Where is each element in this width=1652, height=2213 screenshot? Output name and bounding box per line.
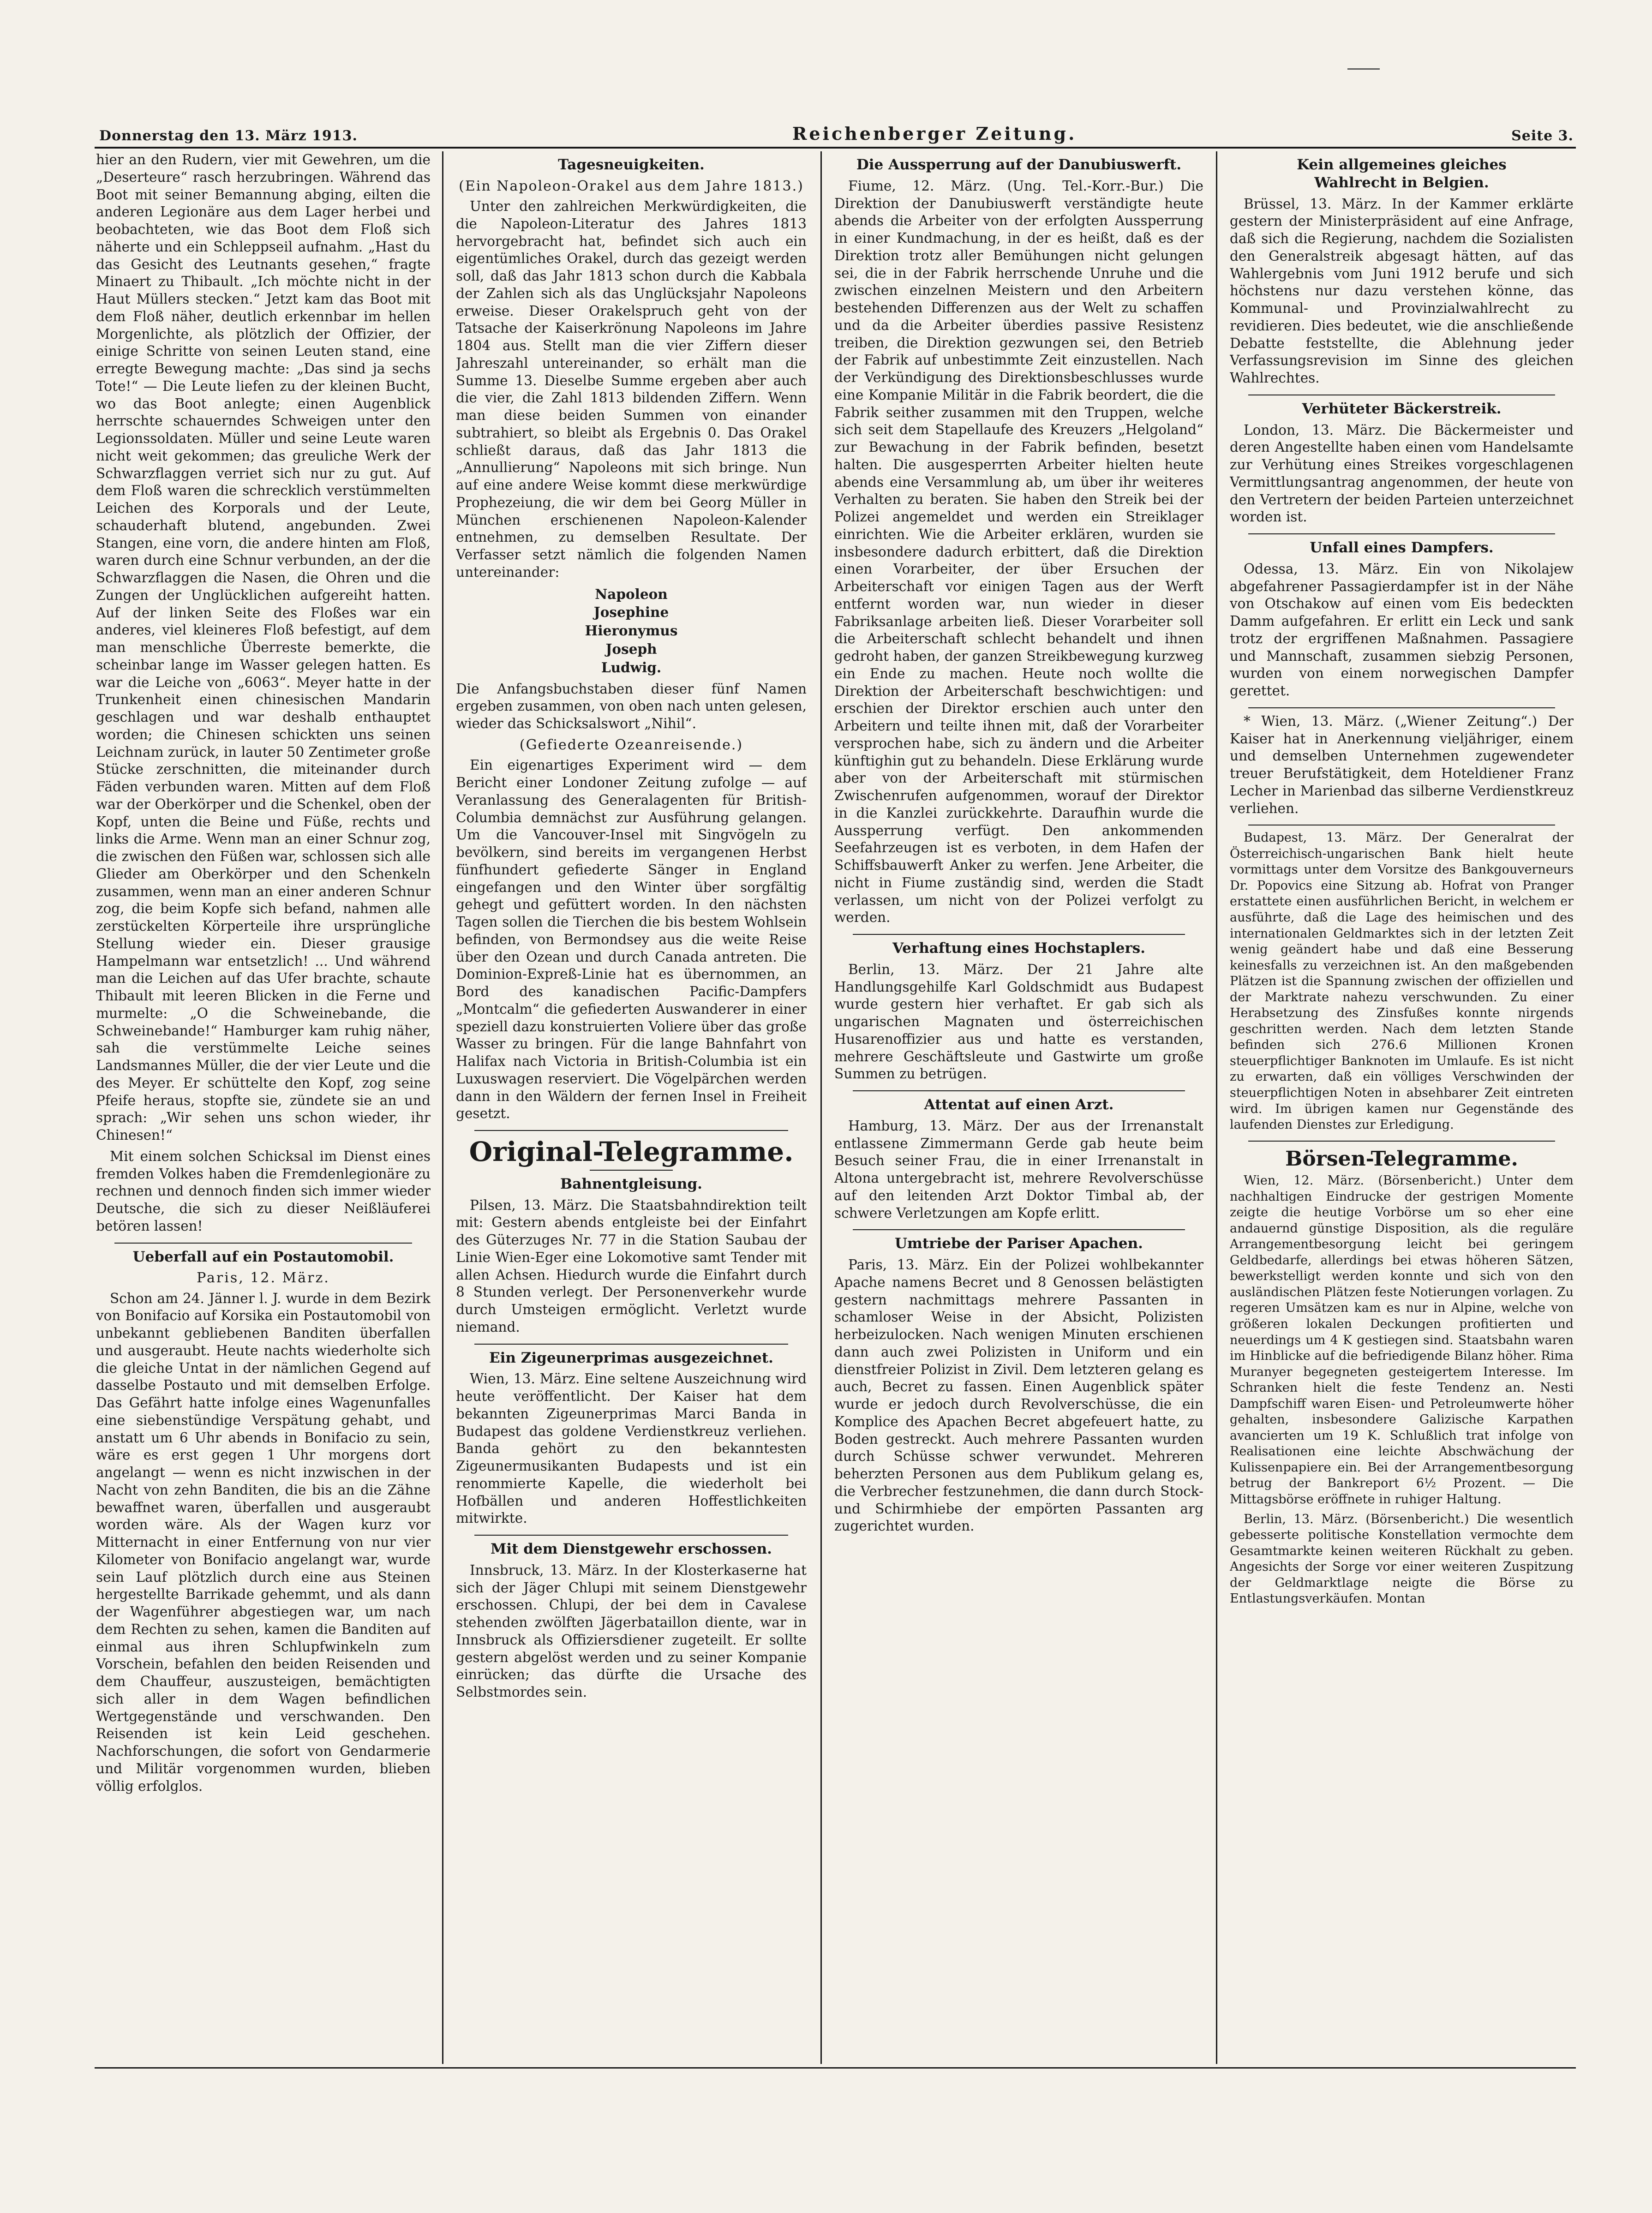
headline-hochstapler: Verhaftung eines Hochstaplers. <box>892 940 1146 957</box>
subhead-ozeanreisende: (Gefiederte Ozeanreisende.) <box>519 736 743 753</box>
name-item: Joseph <box>605 641 657 658</box>
article-legion-closing: Mit einem solchen Schicksal im Dienst eines fremden Volkes haben die Fremdenlegionäre zu rechnen und dennoch finden sich immer wieder Deutsche, die sich zu dieser Neißläuferei betören lassen! <box>96 1148 431 1234</box>
name-item: Napoleon <box>595 586 668 602</box>
article-apachen-text: Paris, 13. März. Ein der Polizei wohlbekannter Apache namens Becret und 8 Genossen belästigten gestern nachmittags mehrere Passanten in schamloser Weise in der Absicht, Polizisten herbeizulocken. Nach wenigen Minuten erschienen dann auch zwei Polizisten in Uniform und ein dienstfreier Polizist in Zivil. Dem letzteren gelang es auch, Becret zu fassen. Einen Augenblick später wurde er jedoch durch Revolverschüsse, die ein Komplice des Apachen Becret abgefeuert hatte, zu Boden gestreckt. Auch mehrere Passanten wurden durch Schüsse schwer verwundet. Mehreren beherzten Personen aus dem Publikum gelang es, die Verbrecher festzunehmen, die dann durch Stock- und Schirmhiebe der empörten Passanten arg zugerichtet wurden. <box>834 1257 1203 1534</box>
headline-baeckerstreik: Verhüteter Bäckerstreik. <box>1302 400 1502 417</box>
subhead-bahnentgleisung: Bahnentgleisung. <box>560 1175 702 1192</box>
headline-dampfer: Unfall eines Dampfers. <box>1310 539 1494 556</box>
article-divider <box>474 1535 788 1536</box>
footer-rule <box>95 2067 1576 2069</box>
article-divider <box>474 1344 788 1345</box>
column-1 <box>96 151 431 2064</box>
name-item: Hieronymus <box>585 622 678 639</box>
article-wahlrecht-text: Brüssel, 13. März. In der Kammer erklärte gestern der Ministerpräsident auf eine Anfrage, daß sich die Regierung, nachdem die Sozialisten den Generalstreik abgesagt hätten, auf das Wahlergebnis vom Juni 1912 berufe und sich höchstens nur dazu verstehen könne, das Kommunal- und Provinzialwahlrecht zu revidieren. Dies bedeutet, wie die anschließende Debatte feststellte, die Ablehnung jeder Verfassungsrevision im Sinne des gleichen Wahlrechtes. <box>1230 196 1574 386</box>
article-divider <box>853 1229 1185 1230</box>
header-rule <box>95 147 1576 149</box>
article-dienstgewehr-text: Innsbruck, 13. März. In der Klosterkaserne hat sich der Jäger Chlupi mit seinem Dienstgewehr erschossen. Chlupi, der bei dem in Cavalese stehenden zwölften Jägerbataillon diente, war in Innsbruck als Offiziersdiener zugeteilt. Er sollte gestern abgelöst werden und zu seiner Kompanie einrücken; das dürfte die Ursache des Selbstmordes sein. <box>456 1562 807 1700</box>
article-attentat-text: Hamburg, 13. März. Der aus der Irrenanstalt entlassene Zimmermann Gerde gab heute beim Besuch seiner Frau, die in einer Irrenanstalt in Altona untergebracht ist, mehrere Revolverschüsse auf den leitenden Arzt Doktor Timbal ab, der schwere Verletzungen am Kopfe erlitt. <box>834 1118 1203 1221</box>
title-underline <box>590 1170 673 1171</box>
headline-tagesneuigkeiten: Tagesneuigkeiten. <box>558 156 705 173</box>
headline-original-telegramme: Original-Telegramme. <box>469 1136 794 1168</box>
article-divider <box>1248 533 1555 534</box>
article-orakel-conclusion: Die Anfangsbuchstaben dieser fünf Namen ergeben zusammen, von oben nach unten gelesen, wieder das Schicksalswort „Nihil“. <box>456 681 807 732</box>
headline-postauto: Ueberfall auf ein Postautomobil. <box>132 1248 394 1265</box>
article-legion-text: hier an den Rudern, vier mit Gewehren, um die „Deserteure“ rasch herzubringen. Während das Boot mit seiner Bemannung abging, eilten die anderen Legionäre aus dem Lager herbei und beobachteten, wie das Boot dem Floß sich näherte und ein Schleppseil aufnahm. „Hast du das Gesicht des Leutnants gesehen,“ fragte Minaert zu Thibault. „Ich möchte nicht in der Haut Müllers stecken.“ Jetzt kam das Boot mit dem Floß näher, deutlich erkennbar im hellen Morgenlichte, als plötzlich der Offizier, der einige Schritte von seinen Leuten stand, eine erregte Bewegung machte: „Das sind ja sechs Tote!“ — Die Leute liefen zu der kleinen Bucht, wo das Boot anlegte; einen Augenblick herrschte schauerndes Schweigen unter den Legionssoldaten. Müller und seine Leute waren nicht weit gekommen; das greuliche Werk der Schwarzflaggen verriet sich nur zu gut. Auf dem Floß waren die schrecklich verstümmelten Leichen des Korporals und der Leute, schauderhaft blutend, angebunden. Zwei Stangen, eine vorn, die andere hinten am Floß, waren durch eine Schnur verbunden, an der die Schwarzflaggen die Nasen, die Ohren und die Zungen der Unglücklichen aufgereiht hatten. Auf der linken Seite des Floßes war ein anderes, viel kleineres Floß befestigt, auf dem man menschliche Überreste bemerkte, die scheinbar lange im Wasser gelegen hatten. Es war die Leiche von „6063“. Meyer hatte in der Trunkenheit einen chinesischen Mandarin geschlagen und war deshalb enthauptet worden; die Chinesen schickten uns seinen Leichnam zurück, in lauter 50 Zentimeter große Stücke zerschnitten, die miteinander durch Fäden verbunden waren. Mitten auf dem Floß war der Oberkörper und die Schenkel, oben der Kopf, unten die Beine und Füße, rechts und links die Arme. Wenn man an einer Schnur zog, die zwischen den Füßen war, schlossen sich alle Glieder am Oberkörper und den Schenkeln zusammen, wenn man an einer anderen Schnur zog, die beim Kopfe sich befand, nahmen alle zerstückelten Körperteile ihre ursprüngliche Stellung wieder ein. Dieser grausige Hampelmann war entsetzlich! ... Und während man die Leichen auf das Ufer brachte, schaute Thibault mit leeren Blicken in die Ferne und murmelte: „O die Schweinebande, die Schweinebande!“ Hamburger kam ruhig näher, sah die verstümmelte Leiche seines Landsmannes Müller, die der vier Leute und die des Meyer. Er schüttelte den Kopf, zog seine Pfeife heraus, stopfte sie, zündete sie an und sprach: „Wir sehen uns schon wieder, ihr Chinesen!“ <box>96 152 431 1143</box>
subhead-napoleon-orakel: (Ein Napoleon-Orakel aus dem Jahre 1813.) <box>459 178 804 194</box>
article-berlin-boerse: Berlin, 13. März. (Börsenbericht.) Die wesentlich gebesserte politische Konstellation vermochte dem Gesamtmarkte keinen weiteren Rückhalt zu geben. Angesichts der Sorge vor einer weiteren Zuspitzung der Geldmarktlage neigte die Börse zu Entlastungsverkäufen. Montan <box>1230 1512 1574 1606</box>
article-wien-boerse: Wien, 12. März. (Börsenbericht.) Unter dem nachhaltigen Eindrucke der gestrigen Momente zeigte die heutige Vorbörse um so eher eine andauernd günstige Disposition, als die reguläre Arrangementbesorgung leicht bei geringem Geldbedarfe, allerdings bei etwas höheren Sätzen, bewerkstelligt werden konnte und sich von den ausländischen Plätzen feste Notierungen vorlagen. Zu regeren Umsätzen kam es nur in Alpine, welche von größeren lokalen Deckungen profitierten und neuerdings um 4 K gestiegen sind. Staatsbahn waren im Hinblicke auf die befriedigende Bilanz höher. Rima Muranyer begegneten gesteigertem Interesse. Im Schranken hielt die feste Tendenz an. Nesti Dampfschiff waren Eisen- und Petroleumwerte höher gehalten, insbesondere Galizische Karpathen avancierten um 19 K. Schlußlich trat infolge von Realisationen eine leichte Abschwächung der Kulissenpapiere ein. Bei der Arrangementbesorgung betrug der Bankreport 6½ Prozent. — Die Mittagsbörse eröffnete in ruhiger Haltung. <box>1230 1173 1574 1507</box>
article-orakel-text: Unter den zahlreichen Merkwürdigkeiten, die die Napoleon-Literatur des Jahres 1813 hervorgebracht hat, befindet sich auch ein eigentümliches Orakel, durch das gezeigt werden soll, daß das Jahr 1813 schon durch die Kabbala der Zahlen sich als das Unglücksjahr Napoleons erweise. Dieser Orakelspruch geht von der Tatsache der Kaiserkrönung Napoleons im Jahre 1804 aus. Stellt man die vier Ziffern dieser Jahreszahl untereinander, so erhält man die Summe 13. Dieselbe Summe ergeben aber auch die vier, die Zahl 1813 bildenden Ziffern. Wenn man diese beiden Summen von einander subtrahiert, so bleibt als Ergebnis 0. Das Orakel schließt daraus, daß das Jahr 1813 die „Annullierung“ Napoleons mit sich bringe. Nun auf eine andere Weise kommt diese merkwürdige Prophezeiung, die wir dem bei Georg Müller in München erschienenen Napoleon-Kalender entnehmen, zu demselben Resultate. Der Verfasser setzt nämlich die folgenden Namen untereinander: <box>456 198 807 580</box>
scan-mark <box>1347 68 1380 70</box>
column-rule-1 <box>442 151 443 2064</box>
dateline-postauto: Paris, 12. März. <box>197 1270 330 1286</box>
article-dampfer-text: Odessa, 13. März. Ein von Nikolajew abgefahrener Passagierdampfer ist in der Nähe von Otschakow auf einen vom Eis bedeckten Damm aufgefahren. Er erlitt ein Leck und sank trotz der ergriffenen Maßnahmen. Passagiere und Mannschaft, zusammen siebzig Personen, wurden von einem norwegischen Dampfer gerettet. <box>1230 561 1574 699</box>
headline-aussperrung: Die Aussperrung auf der Danubiuswerft. <box>856 156 1182 173</box>
article-divider <box>853 1090 1185 1091</box>
article-divider <box>1248 707 1555 708</box>
headline-wahlrecht-line1: Kein allgemeines gleiches <box>1297 156 1507 173</box>
page-header <box>99 121 1574 144</box>
headline-dienstgewehr: Mit dem Dienstgewehr erschossen. <box>491 1541 772 1558</box>
article-zigeuner-text: Wien, 13. März. Eine seltene Auszeichnung wird heute veröffentlicht. Der Kaiser hat dem bekannten Zigeunerprimas Marci Banda in Budapest das goldene Verdienstkreuz verliehen. Banda gehört zu den bekanntesten Zigeunermusikanten Budapests und ist ein renommierte Kapelle, die wiederholt bei Hofbällen und anderen Hoffestlichkeiten mitwirkte. <box>456 1371 807 1526</box>
article-budapest-bank: Budapest, 13. März. Der Generalrat der Österreichisch-ungarischen Bank hielt heute vormittags unter dem Vorsitze des Bankgouverneurs Dr. Popovics eine Sitzung ab. Hofrat von Pranger erstattete einen ausführlichen Bericht, in welchem er ausführte, daß die Lage des heimischen und des internationalen Geldmarktes sich in der letzten Zeit wenig geändert habe und daß eine Besserung keinesfalls zu verzeichnen ist. An den maßgebenden Plätzen ist die Spannung zwischen der offiziellen und der Marktrate nahezu verschwunden. Zu einer Herabsetzung des Zinsfußes konnte nirgends geschritten werden. Nach dem letzten Stande befinden sich 276.6 Millionen Kronen steuerpflichtiger Banknoten im Umlaufe. Es ist nicht zu erwarten, daß ein völliges Verschwinden der steuerpflichtigen Noten in absehbarer Zeit eintreten wird. Im übrigen kamen nur Gegenstände des laufenden Dienstes zur Erledigung. <box>1230 831 1574 1132</box>
masthead: Reichenberger Zeitung. <box>792 123 1077 144</box>
article-postauto-text: Schon am 24. Jänner l. J. wurde in dem Bezirk von Bonifacio auf Korsika ein Postautomobil von unbekannt gebliebenen Banditen überfallen und ausgeraubt. Heute nachts wiederholte sich die gleiche Untat in der nämlichen Gegend auf dasselbe Postauto und mit demselben Erfolge. Das Gefährt hatte infolge eines Wagenunfalles eine siebenstündige Verspätung gehabt, und anstatt um 6 Uhr abends in Bonifacio zu sein, wäre es erst gegen 1 Uhr morgens dort angelangt — wenn es nicht inzwischen in der Nacht von zehn Banditen, die bis an die Zähne bewaffnet waren, überfallen und ausgeraubt worden wäre. Als der Wagen kurz vor Mitternacht in einer Entfernung von nur vier Kilometer von Bonifacio angelangt war, wurde sein Lauf plötzlich durch eine aus Steinen hergestellte Barrikade gehemmt, und als dann der Wagenführer abgestiegen war, um nach dem Rechten zu sehen, kamen die Banditen auf einmal aus ihren Schlupfwinkeln zum Vorschein, befahlen den beiden Reisenden und dem Chauffeur, auszusteigen, bemächtigten sich aller in dem Wagen befindlichen Wertgegenstände und verschwanden. Den Reisenden ist kein Leid geschehen. Nachforschungen, die sofort von Gendarmerie und Militär vorgenommen wurden, blieben völlig erfolglos. <box>96 1290 431 1794</box>
article-baecker-text: London, 13. März. Die Bäckermeister und deren Angestellte haben einen vom Handelsamte zur Verhütung eines Streikes vorgeschlagenen Vermittlungsantrag angenommen, der heute von den Vertretern der beiden Parteien unterzeichnet worden ist. <box>1230 422 1574 525</box>
column-2 <box>456 151 807 2064</box>
headline-boersen-telegramme: Börsen-Telegramme. <box>1285 1147 1518 1171</box>
column-rule-3 <box>1216 151 1217 2064</box>
article-bahn-text: Pilsen, 13. März. Die Staatsbahndirektion teilt mit: Gestern abends entgleiste bei der Einfahrt des Güterzuges Nr. 77 in die Station Saubau der Linie Wien-Eger eine Lokomotive samt Tender mit allen Achsen. Hiedurch wurde die Einfahrt durch 8 Stunden verlegt. Der Personenverkehr wurde durch Umsteigen ermöglicht. Verletzt wurde niemand. <box>456 1197 807 1335</box>
name-item: Ludwig. <box>601 659 662 676</box>
name-list <box>456 585 807 677</box>
article-divider <box>114 1243 412 1244</box>
article-wien-verdienstkreuz: * Wien, 13. März. („Wiener Zeitung“.) Der Kaiser hat in Anerkennung vieljähriger, einem und demselben Unternehmen zugewendeter treuer Berufstätigkeit, dem Hoteldiener Franz Lecher in Marienbad das silberne Verdienstkreuz verliehen. <box>1230 713 1574 816</box>
headline-apachen: Umtriebe der Pariser Apachen. <box>895 1235 1143 1252</box>
section-divider <box>474 1130 788 1131</box>
article-aussperrung-text: Fiume, 12. März. (Ung. Tel.-Korr.-Bur.) Die Direktion der Danubiuswerft verständigte heute abends die Arbeiter von der erfolgten Aussperrung in einer Kundmachung, in der es heißt, daß es der Direktion trotz aller Bemühungen nicht gelungen sei, die in der Fabrik herrschende Unruhe und die zwischen einzelnen Meistern und den Arbeitern bestehenden Differenzen aus der Welt zu schaffen und da die Arbeiter überdies passive Resistenz treiben, die Direktion gezwungen sei, den Betrieb der Fabrik auf unbestimmte Zeit einzustellen. Nach der Verkündigung des Direktionsbeschlusses wurde eine Kompanie Militär in die Fabrik beordert, die die Fabrik seither zusammen mit den Truppen, welche sich seit dem Stapellaufe des Kreuzers „Helgoland“ zur Bewachung in der Fabrik befinden, besetzt halten. Die ausgesperrten Arbeiter hielten heute abends eine Versammlung ab, um über ihr weiteres Verhalten zu beraten. Sie haben den Streik bei der Polizei angemeldet und werden ein Streiklager einrichten. Wie die Arbeiter erklären, wurden sie insbesondere dadurch erbittert, daß die Direktion einen Vorarbeiter, der über Ersuchen der Arbeiterschaft vor einigen Tagen aus der Werft entfernt worden war, nun wieder in dieser Fabriksanlage arbeiten ließ. Dieser Vorarbeiter soll die Arbeiterschaft schlecht behandelt und ihnen gedroht haben, der ganzen Streikbewegung kurzweg ein Ende zu machen. Heute noch wollte die Direktion der Arbeiterschaft beschwichtigen: und erschien der Direktor erschien auch unter den Arbeitern und teilte ihnen mit, daß der Vorarbeiter versprochen habe, sich zu ändern und die Arbeiter künftighin gut zu behandeln. Diese Erklärung wurde aber von der Arbeiterschaft mit stürmischen Zwischenrufen aufgenommen, worauf der Direktor in die Kanzlei zurückkehrte. Daraufhin wurde die Aussperrung verfügt. Den ankommenden Seefahrzeugen ist es verboten, in dem Hafen der Schiffsbauwerft Anker zu werfen. Jene Arbeiter, die nicht in Fiume zuständig sind, werden die Stadt verlassen, um nicht von der Polizei verfolgt zu werden. <box>834 178 1203 926</box>
header-date: Donnerstag den 13. März 1913. <box>99 128 358 144</box>
column-3 <box>834 151 1203 2064</box>
article-ozean-text: Ein eigenartiges Experiment wird — dem Bericht einer Londoner Zeitung zufolge — auf Veranlassung des Generalagenten für British-Columbia demnächst zur Ausführung gelangen. Um die Vancouver-Insel mit Singvögeln zu bevölkern, sind bereits im vergangenen Herbst fünfhundert gefiederte Sänger in England eingefangen und den Winter über sorgfältig gehegt und gefüttert worden. In den nächsten Tagen sollen die Tierchen die bis bestem Wohlsein befinden, von Bermondsey aus die weite Reise über den Ozean und durch Canada antreten. Die Dominion-Expreß-Linie hat es übernommen, an Bord des kanadischen Pacific-Dampfers „Montcalm“ die gefiederten Auswanderer in einer speziell dazu konstruierten Voliere über das große Wasser zu bringen. Für die lange Bahnfahrt von Halifax nach Victoria in British-Columbia ist ein Luxuswagen reserviert. Die Vögelpärchen werden dann in den Wäldern der fernen Insel in Freiheit gesetzt. <box>456 757 807 1122</box>
section-divider <box>1248 1141 1555 1142</box>
name-item: Josephine <box>593 604 669 621</box>
article-divider <box>853 934 1185 935</box>
column-rule-2 <box>820 151 822 2064</box>
article-hochstapler-text: Berlin, 13. März. Der 21 Jahre alte Handlungsgehilfe Karl Goldschmidt aus Budapest wurde gestern hier verhaftet. Er gab sich als ungarischen Magnaten und österreichischen Husarenoffizier aus und hatte es verstanden, mehrere Geschäftsleute und Gastwirte um große Summen zu betrügen. <box>834 961 1203 1082</box>
headline-wahlrecht-line2: Wahlrecht in Belgien. <box>1314 174 1489 191</box>
headline-attentat: Attentat auf einen Arzt. <box>924 1096 1114 1113</box>
page-number: Seite 3. <box>1511 128 1574 144</box>
headline-zigeunerprimas: Ein Zigeunerprimas ausgezeichnet. <box>489 1349 773 1366</box>
column-4 <box>1230 151 1574 2064</box>
